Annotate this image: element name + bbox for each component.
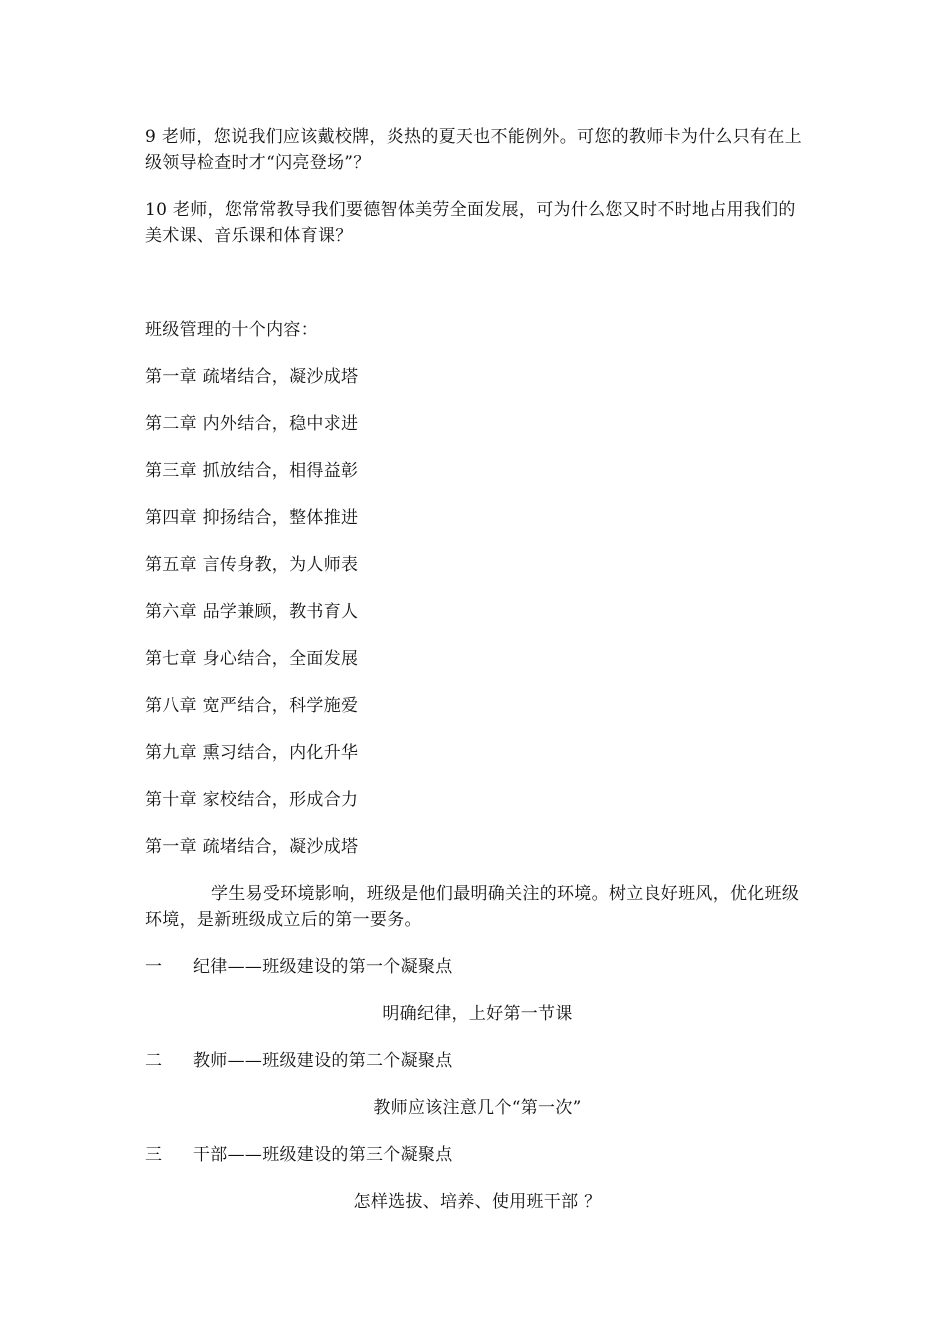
section-1-subtitle: 明确纪律，上好第一节课 <box>382 1004 573 1024</box>
toc-item-6: 第六章 品学兼顾，教书育人 <box>145 602 359 622</box>
question-9: 9 老师，您说我们应该戴校牌，炎热的夏天也不能例外。可您的教师卡为什么只有在上级领导检查时才“闪亮登场”？ <box>145 127 802 173</box>
section-3-number: 三 <box>145 1145 163 1165</box>
section-3-subtitle: 怎样选拔、培养、使用班干部 ？ <box>353 1192 602 1212</box>
section-1-heading <box>145 954 453 980</box>
chapter-1-intro: 学生易受环境影响，班级是他们最明确关注的环境。树立良好班风，优化班级环境，是新班级成立后的第一要务。 <box>145 884 800 930</box>
chapter-1-title: 第一章 疏堵结合，凝沙成塔 <box>145 837 359 857</box>
toc-item-7: 第七章 身心结合，全面发展 <box>145 649 359 669</box>
toc-item-1: 第一章 疏堵结合，凝沙成塔 <box>145 367 359 387</box>
toc-item-5: 第五章 言传身教，为人师表 <box>145 555 359 575</box>
question-10: 10 老师，您常常教导我们要德智体美劳全面发展，可为什么您又时不时地占用我们的美术课、音乐课和体育课？ <box>145 200 796 246</box>
toc-heading: 班级管理的十个内容： <box>145 320 318 340</box>
toc-item-10: 第十章 家校结合，形成合力 <box>145 790 359 810</box>
section-3-heading <box>145 1142 453 1168</box>
section-2-subtitle: 教师应该注意几个“第一次” <box>373 1098 582 1118</box>
section-2-heading <box>145 1048 453 1074</box>
section-1-number: 一 <box>145 957 163 977</box>
section-2-number: 二 <box>145 1051 163 1071</box>
toc-item-4: 第四章 抑扬结合，整体推进 <box>145 508 359 528</box>
toc-item-8: 第八章 宽严结合，科学施爱 <box>145 696 359 716</box>
toc-item-2: 第二章 内外结合，稳中求进 <box>145 414 359 434</box>
toc-item-3: 第三章 抓放结合，相得益彰 <box>145 461 359 481</box>
section-1-title: 纪律——班级建设的第一个凝聚点 <box>193 957 453 977</box>
section-2-title: 教师——班级建设的第二个凝聚点 <box>193 1051 453 1071</box>
toc-item-9: 第九章 熏习结合，内化升华 <box>145 743 359 763</box>
section-3-title: 干部——班级建设的第三个凝聚点 <box>193 1145 453 1165</box>
